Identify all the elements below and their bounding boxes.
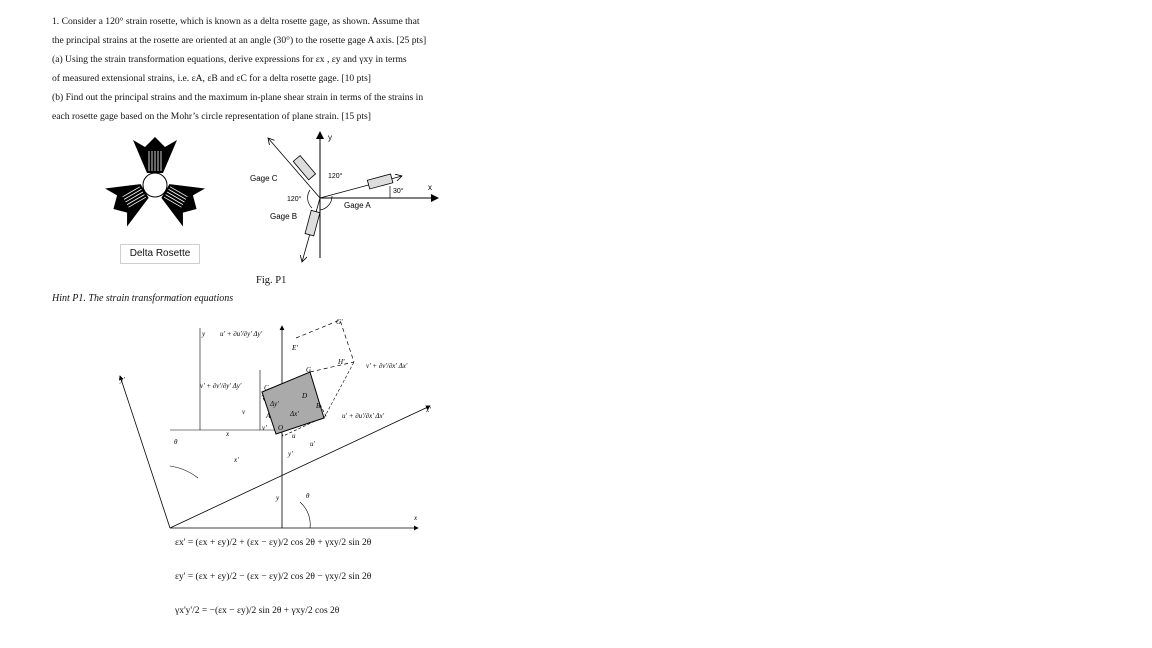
rosette-label: Delta Rosette	[120, 244, 200, 264]
svg-text:O: O	[278, 424, 284, 432]
problem-statement	[52, 12, 498, 126]
svg-text:Δx': Δx'	[290, 410, 299, 418]
gage-b-label: Gage B	[270, 212, 298, 221]
svg-text:G': G'	[336, 318, 343, 326]
svg-text:Δy': Δy'	[270, 400, 279, 408]
svg-text:y': y'	[288, 450, 293, 458]
svg-text:G: G	[306, 366, 312, 374]
gage-b-element	[305, 210, 320, 236]
angle-30: 30°	[393, 188, 404, 195]
equation-2: εy' = (εx + εy)/2 − (εx − εy)/2 cos 2θ − γxy/2 sin 2θ	[175, 572, 372, 582]
svg-text:v: v	[242, 408, 246, 416]
svg-text:θ: θ	[174, 438, 178, 446]
equation-3: γx'y'/2 = −(εx − εy)/2 sin 2θ + γxy/2 cos 2θ	[175, 606, 340, 616]
angle-120-top: 120°	[328, 173, 343, 180]
svg-text:y': y'	[120, 376, 125, 384]
svg-text:D: D	[302, 392, 308, 400]
gage-diagram	[240, 128, 450, 268]
svg-text:u' + ∂u'/∂y' Δy': u' + ∂u'/∂y' Δy'	[220, 330, 263, 338]
hint-title: Hint P1. The strain transformation equations	[52, 293, 234, 304]
svg-text:u: u	[292, 432, 296, 440]
svg-text:B: B	[316, 402, 321, 410]
svg-text:y: y	[276, 494, 280, 502]
svg-text:x: x	[226, 430, 230, 438]
svg-text:E': E'	[292, 344, 298, 352]
problem-line-4: of measured extensional strains, i.e. εA, εB and εC for a delta rosette gage. [10 pts]	[52, 73, 371, 84]
problem-line-6: each rosette gage based on the Mohr’s circle representation of plane strain. [15 pts]	[52, 111, 371, 122]
svg-text:C: C	[264, 384, 269, 392]
angle-120-left: 120°	[287, 196, 302, 203]
gage-a-element	[367, 174, 393, 189]
svg-text:A: A	[266, 412, 271, 420]
svg-text:u' + ∂u'/∂x' Δx': u' + ∂u'/∂x' Δx'	[342, 412, 385, 420]
svg-text:H': H'	[338, 358, 345, 366]
axis-x-label: x	[428, 183, 432, 192]
svg-text:v' + ∂v'/∂y' Δy': v' + ∂v'/∂y' Δy'	[200, 382, 242, 390]
problem-line-2: the principal strains at the rosette are oriented at an angle (30°) to the rosette gage A axis. [25 pts]	[52, 35, 427, 46]
svg-text:v' + ∂v'/∂x' Δx': v' + ∂v'/∂x' Δx'	[366, 362, 408, 370]
problem-line-3: (a) Using the strain transformation equations, derive expressions for εx , εy and γxy in terms	[52, 54, 407, 65]
svg-text:y: y	[202, 330, 206, 338]
gage-a-label: Gage A	[344, 201, 371, 210]
svg-text:θ: θ	[306, 492, 310, 500]
equation-1: εx' = (εx + εy)/2 + (εx − εy)/2 cos 2θ + γxy/2 sin 2θ	[175, 538, 372, 548]
svg-text:u': u'	[310, 440, 315, 448]
deformation-figure	[110, 306, 440, 534]
delta-rosette-image	[100, 135, 210, 235]
gage-c-label: Gage C	[250, 174, 278, 183]
gage-c-element	[293, 156, 315, 180]
problem-line-5: (b) Find out the principal strains and the maximum in-plane shear strain in terms of the strains in	[52, 92, 424, 103]
svg-text:x': x'	[426, 406, 431, 414]
svg-text:x: x	[414, 514, 418, 522]
axis-y-label: y	[328, 133, 332, 142]
svg-text:x': x'	[234, 456, 239, 464]
figure-caption: Fig. P1	[256, 275, 287, 286]
svg-text:v': v'	[262, 424, 267, 432]
problem-line-1: 1. Consider a 120° strain rosette, which is known as a delta rosette gage, as shown. Assume that	[52, 16, 420, 27]
